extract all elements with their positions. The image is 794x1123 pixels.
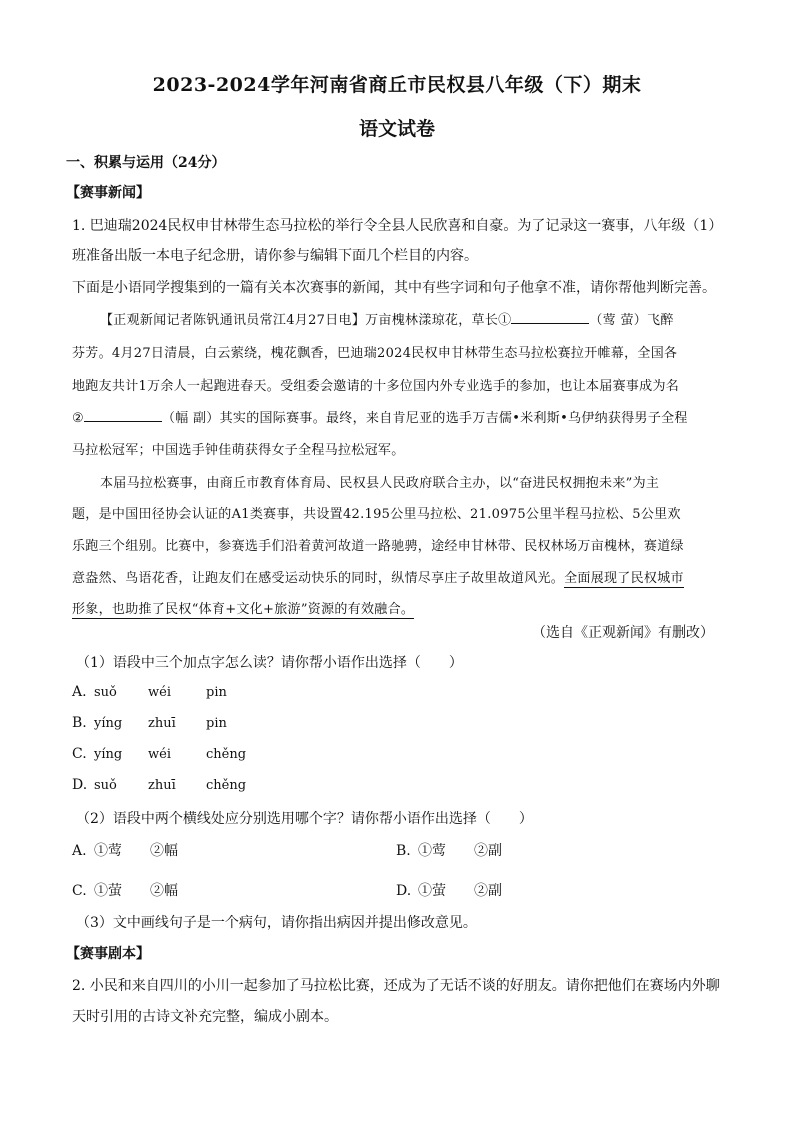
blank-number: ② <box>72 411 84 426</box>
q1-1-option-c[interactable]: C. yíng wéi chěng <box>72 746 247 762</box>
q1-2-option-b[interactable]: B. ①莺 ②副 <box>396 843 502 859</box>
q2-line2: 天时引用的古诗文补充完整，编成小剧本。 <box>72 1009 338 1025</box>
q1-2-option-a[interactable]: A. ①莺 ②幅 <box>72 843 178 859</box>
news-line-6: 本届马拉松赛事，由商丘市教育体育局、民权县人民政府联合主办，以“奋进民权拥抱未来”为主 <box>100 476 660 491</box>
news-source: （选自《正观新闻》有删改） <box>532 625 714 641</box>
q1-2-option-d[interactable]: D. ①萤 ②副 <box>396 883 502 899</box>
q1-1-option-b[interactable]: B. yíng zhuī pin <box>72 715 227 731</box>
underlined-sentence-part2: 形象，也助推了民权“体育+文化+旅游”资源的有效融合。 <box>72 602 415 617</box>
section-heading: 一、积累与运用（24分） <box>66 155 226 171</box>
news-line-5: 马拉松冠军；中国选手钟佳萌获得女子全程马拉松冠军。 <box>72 443 405 458</box>
news-text: 【正观新闻记者陈钒通讯员常江4月27日电】万亩槐林漾琼花，草长① <box>100 313 512 328</box>
news-line-7: 题，是中国田径协会认证的A1类赛事，共设置42.195公里马拉松、21.0975公里半程马拉松、5公里欢 <box>72 507 681 522</box>
q1-1-option-a[interactable]: A. suǒ wéi pin <box>72 684 227 700</box>
news-hint: （莺 萤）飞醉 <box>589 313 674 328</box>
subsection-news: 【赛事新闻】 <box>66 185 150 201</box>
news-line-9 <box>72 567 684 586</box>
news-text: （幅 副）其实的国际赛事。最终，来自肯尼亚的选手万吉儒•米利斯•乌伊纳获得男子全程 <box>161 411 688 426</box>
news-line-3: 地跑友共计1万余人一起跑进春天。受组委会邀请的十多位国内外专业选手的参加，也让本届赛事成为名 <box>72 379 680 394</box>
q1-intro-line1: 1. 巴迪瑞2024民权申甘林带生态马拉松的举行令全县人民欣喜和自豪。为了记录这一赛事，八年级（1） <box>72 218 723 234</box>
news-line-4 <box>72 407 688 426</box>
news-line-1 <box>100 309 674 328</box>
exam-subtitle: 语文试卷 <box>358 118 435 140</box>
q1-1-prompt: （1）语段中三个加点字怎么读？请你帮小语作出选择（ ） <box>76 655 463 671</box>
news-line-10 <box>72 598 414 617</box>
q1-2-option-c[interactable]: C. ①萤 ②幅 <box>72 883 178 899</box>
q1-1-option-d[interactable]: D. suǒ zhuī chěng <box>72 777 247 793</box>
q1-3-prompt: （3）文中画线句子是一个病句，请你指出病因并提出修改意见。 <box>76 915 477 931</box>
news-line-8: 乐跑三个组别。比赛中，参赛选手们沿着黄河故道一路驰骋，途经申甘林带、民权林场万亩槐林，赛道绿 <box>72 539 684 554</box>
news-text: 意盎然、鸟语花香，让跑友们在感受运动快乐的同时，纵情尽享庄子故里故道风光。 <box>72 571 565 586</box>
news-line-2: 芬芳。4月27日清晨，白云萦绕，槐花飘香，巴迪瑞2024民权申甘林带生态马拉松赛拉开帷幕，全国各 <box>72 346 678 361</box>
q1-2-prompt: （2）语段中两个横线处应分别选用哪个字？请你帮小语作出选择（ ） <box>76 811 533 827</box>
blank-2[interactable] <box>84 407 162 422</box>
underlined-sentence-part1: 全面展现了民权城市 <box>564 571 684 586</box>
q1-intro-line2: 班准备出版一本电子纪念册，请你参与编辑下面几个栏目的内容。 <box>72 248 478 264</box>
exam-title: 2023-2024学年河南省商丘市民权县八年级（下）期末 <box>152 74 642 96</box>
subsection-script: 【赛事剧本】 <box>66 946 150 962</box>
blank-1[interactable] <box>511 309 589 324</box>
q2-line1: 2. 小民和来自四川的小川一起参加了马拉松比赛，还成为了无话不谈的好朋友。请你把他们在赛场内外聊 <box>72 978 720 994</box>
q1-intro-line3: 下面是小语同学搜集到的一篇有关本次赛事的新闻，其中有些字词和句子他拿不准，请你帮他判断完善。 <box>72 280 716 296</box>
